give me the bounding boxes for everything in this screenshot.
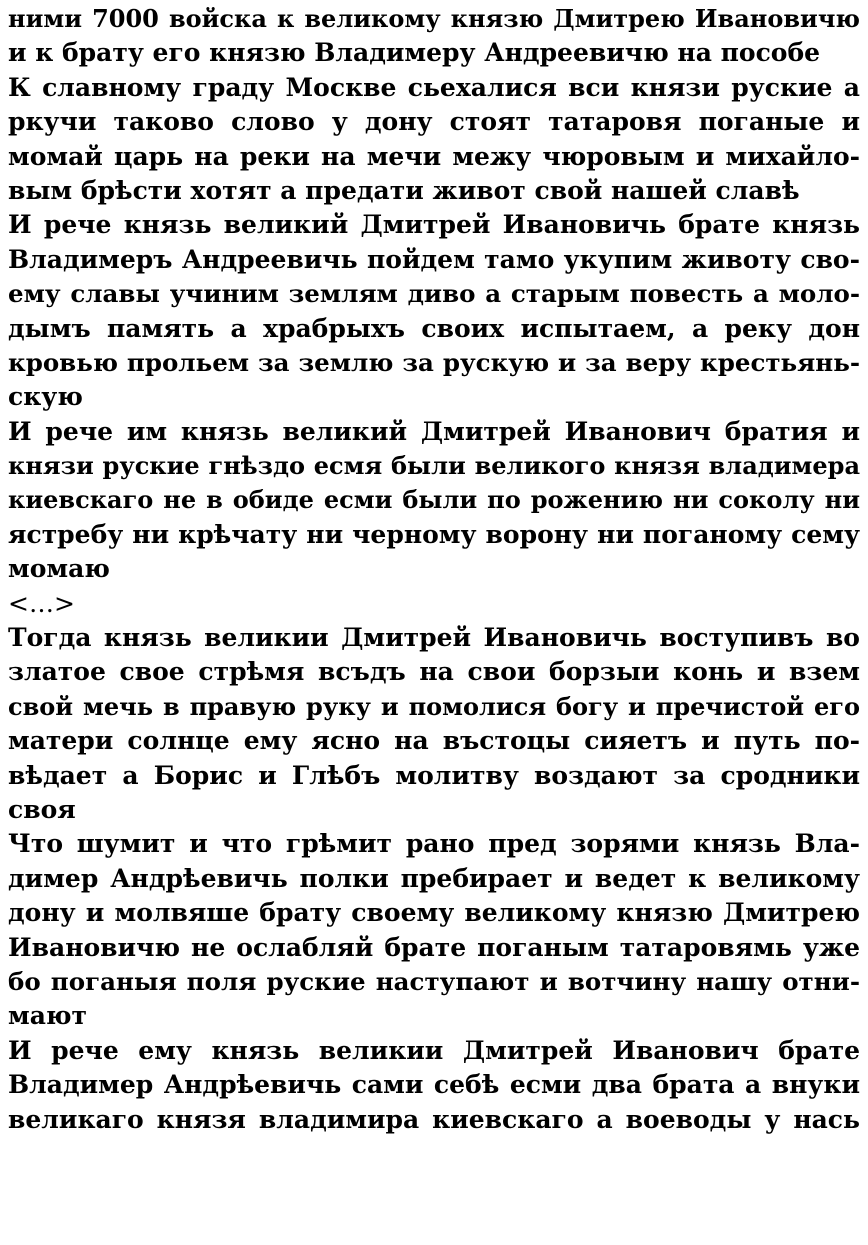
text-line: Владимер Андрѣевичь сами себѣ есми два брата а внуки: [8, 1070, 860, 1100]
text-line: ястребу ни крѣчату ни черному ворону ни поганому сему: [8, 519, 860, 549]
text-line: великаго князя владимира киевскаго а воеводы у нась: [8, 1104, 860, 1134]
text-line: князи руские гнѣздо есмя были великого князя владимера: [8, 451, 860, 481]
text-line: Что шумит и что грѣмит рано пред зорями князь Вла-: [8, 829, 860, 859]
paragraph: [8, 208, 860, 414]
text-line: дымъ память а храбрыхъ своих испытаем, а реку дон: [8, 313, 860, 343]
text-line: И рече им князь великий Дмитрей Иванович братия и: [8, 416, 860, 446]
text-line: момай царь на реки на мечи межу чюровым и михайло-: [8, 141, 860, 171]
text-line: златое свое стрѣмя всъдъ на свои борзыи конь и взем: [8, 657, 860, 687]
paragraph: [8, 827, 860, 1033]
document-page: [8, 2, 860, 1137]
text-line: дону и молвяше брату своему великому князю Дмитрею: [8, 898, 860, 928]
text-line: мают: [8, 1001, 88, 1031]
omission-mark: <…>: [8, 588, 75, 618]
text-line: вѣдает а Борис и Глѣбъ молитву воздают за сродники: [8, 760, 860, 790]
text-line: И рече князь великий Дмитрей Ивановичь брате князь: [8, 210, 860, 240]
paragraph: [8, 415, 860, 587]
text-line: киевскаго не в обиде есми были по рожению ни соколу ни: [8, 485, 860, 515]
text-line: своя: [8, 794, 76, 824]
paragraph: [8, 2, 860, 71]
text-line: И рече ему князь великии Дмитрей Иванович брате: [8, 1035, 860, 1065]
text-line: Тогда князь великии Дмитрей Ивановичь воступивъ во: [8, 623, 860, 653]
paragraph: [8, 71, 860, 209]
text-line: К славному граду Москве сьехалися вси князи руские а: [8, 72, 860, 102]
text-line: димер Андрѣевичь полки пребирает и ведет к великому: [8, 863, 860, 893]
text-line: вым брѣсти хотят а предати живот свой нашей славѣ: [8, 175, 800, 205]
text-line: кровью прольем за землю за рускую и за веру крестьянь-: [8, 347, 860, 377]
text-line: матери солнце ему ясно на въстоцы сияетъ и путь по-: [8, 726, 860, 756]
paragraph: [8, 621, 860, 827]
text-line: скую: [8, 382, 83, 412]
text-line: момаю: [8, 554, 110, 584]
paragraph: [8, 587, 860, 621]
text-line: ними 7000 войска к великому князю Дмитрею Ивановичю: [8, 4, 860, 33]
text-line: ему славы учиним землям диво а старым повесть а моло-: [8, 279, 860, 309]
text-line: Ивановичю не ослабляй брате поганым татаровямь уже: [8, 932, 860, 962]
text-line: бо поганыя поля руские наступают и вотчину нашу отни-: [8, 966, 860, 996]
text-line: и к брату его князю Владимеру Андреевичю на пособе: [8, 38, 821, 68]
text-line: Владимеръ Андреевичь пойдем тамо укупим животу сво-: [8, 244, 860, 274]
text-line: свой мечь в правую руку и помолися богу и пречистой его: [8, 691, 860, 721]
paragraph: [8, 1034, 860, 1137]
text-line: ркучи таково слово у дону стоят татаровя поганые и: [8, 107, 860, 137]
